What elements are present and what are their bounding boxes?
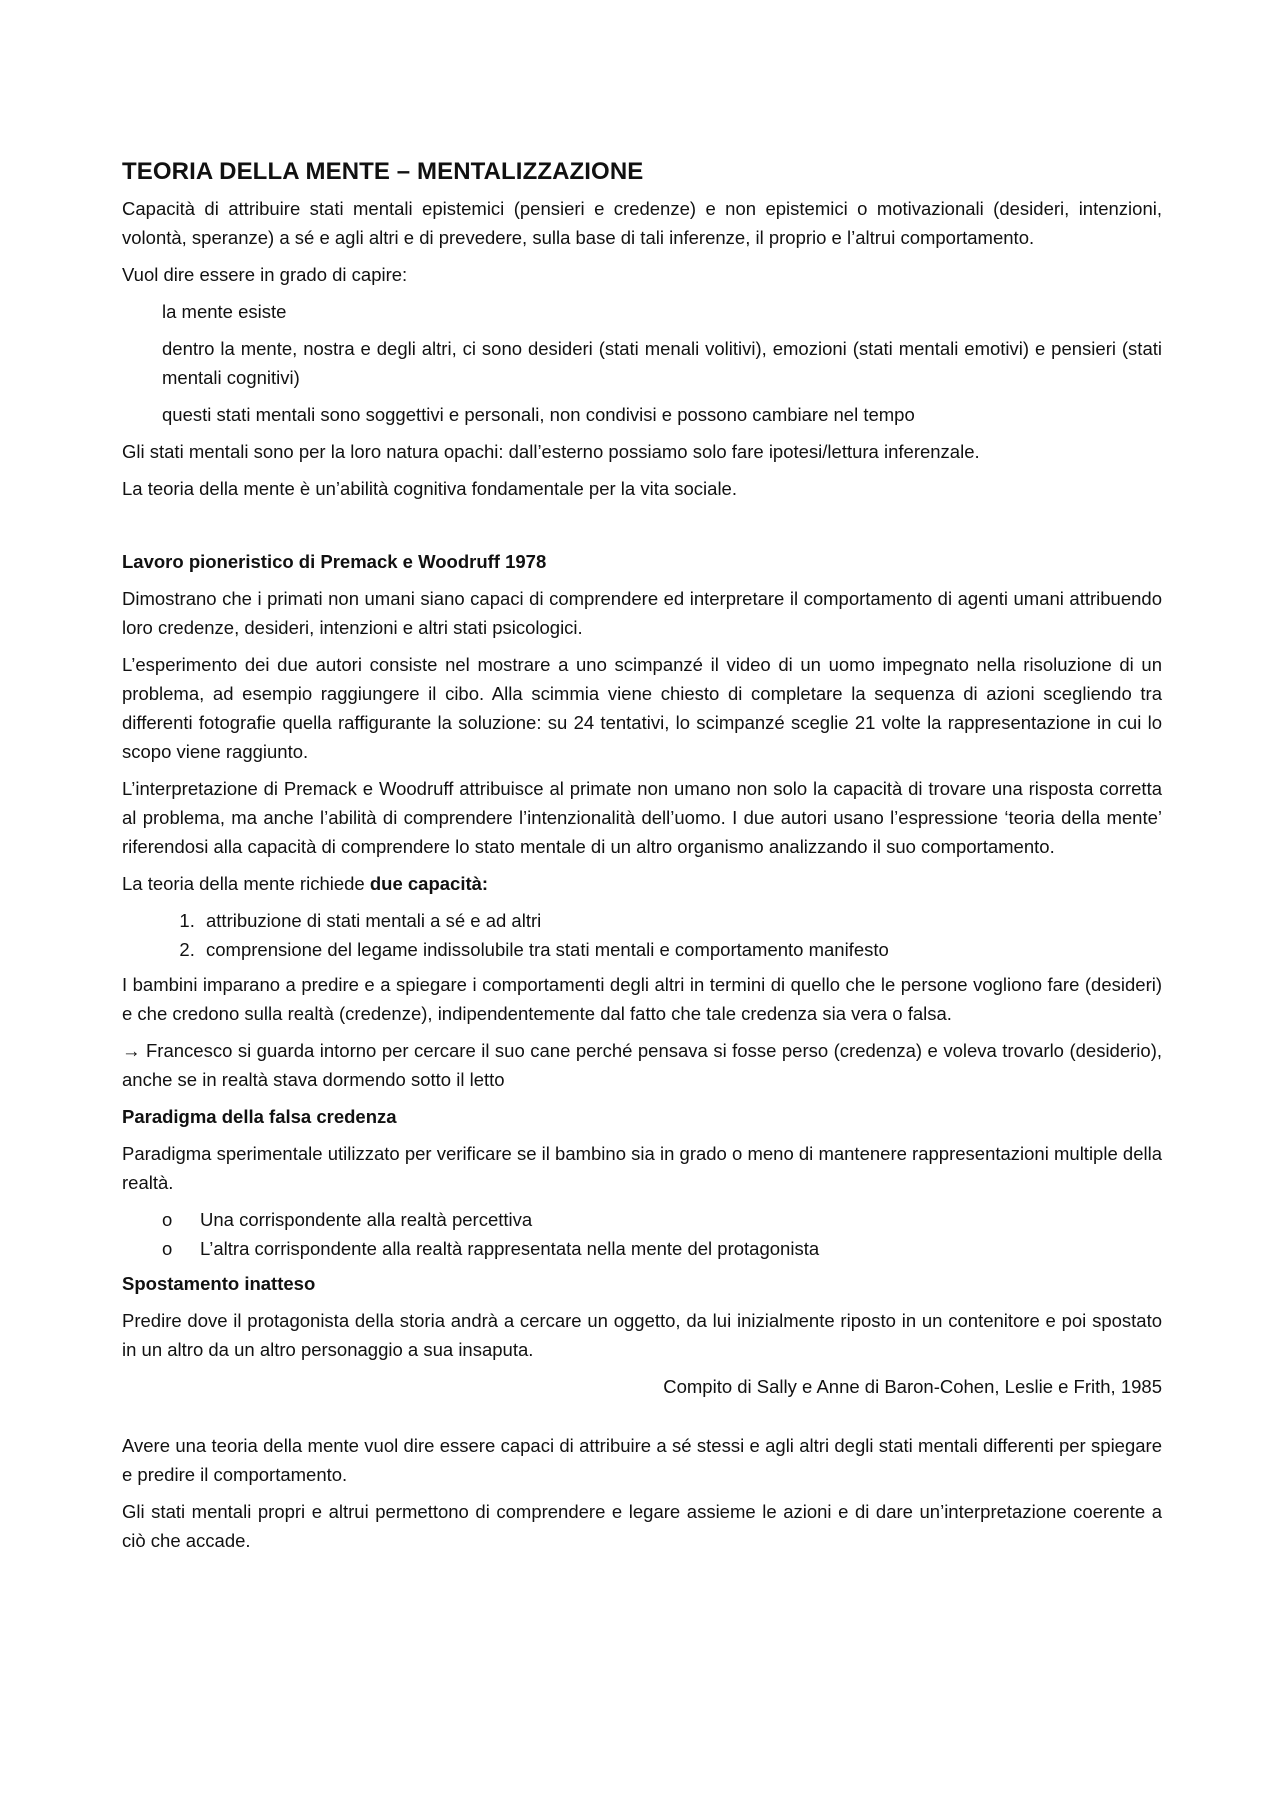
spacer: [122, 511, 1162, 547]
opaque-paragraph: Gli stati mentali sono per la loro natura opachi: dall’esterno possiamo solo fare ipotesi/lettura inferenzale.: [122, 441, 980, 462]
lead-paragraph: Vuol dire essere in grado di capire:: [122, 264, 408, 285]
premack-paragraph-2: L’esperimento dei due autori consiste nel mostrare a uno scimpanzé il video di un uomo impegnato nella risoluzione di un problema, ad esempio raggiungere il cibo. Alla scimmia viene chiesto di completare la sequenza di azioni scegliendo tra differenti fotografie quella raffigurante la soluzione: su 24 tentativi, lo scimpanzé sceglie 21 volte la rappresentazione in cui lo scopo viene raggiunto.: [122, 654, 1162, 762]
list-item-text: L’altra corrispondente alla realtà rappresentata nella mente del protagonista: [200, 1238, 820, 1259]
arrow-right-icon: →: [122, 1040, 141, 1061]
point-item: la mente esiste: [162, 301, 287, 322]
section-heading-premack: Lavoro pioneristico di Premack e Woodruff 1978: [122, 551, 547, 572]
closing-paragraph-2: Gli stati mentali propri e altrui permettono di comprendere e legare assieme le azioni e di dare un’interpretazione coerente a ciò che accade.: [122, 1501, 1162, 1551]
list-item-text: Una corrispondente alla realtà percettiva: [200, 1209, 533, 1230]
list-item: [122, 1205, 1162, 1234]
false-belief-paragraph: Paradigma sperimentale utilizzato per verificare se il bambino sia in grado o meno di mantenere rappresentazioni multiple della realtà.: [122, 1143, 1162, 1193]
circle-bullet-icon: o: [162, 1238, 173, 1259]
requires-text: La teoria della mente richiede: [122, 873, 370, 894]
section-heading-unexpected: Spostamento inatteso: [122, 1273, 316, 1294]
point-item: questi stati mentali sono soggettivi e personali, non condivisi e possono cambiare nel tempo: [162, 404, 915, 425]
point-item: dentro la mente, nostra e degli altri, ci sono desideri (stati menali volitivi), emozioni (stati mentali emotivi) e pensieri (stati mentali cognitivi): [162, 338, 1162, 388]
requires-bold-text: due capacità:: [369, 873, 489, 894]
closing-paragraph-1: Avere una teoria della mente vuol dire essere capaci di attribuire a sé stessi e agli altri degli stati mentali differenti per spiegare e predire il comportamento.: [122, 1435, 1162, 1485]
section-heading-false-belief: Paradigma della falsa credenza: [122, 1106, 397, 1127]
example-paragraph: [122, 1036, 1162, 1094]
ability-paragraph: La teoria della mente è un’abilità cognitiva fondamentale per la vita sociale.: [122, 478, 737, 499]
document-body: [122, 156, 1162, 1563]
list-item: 1. attribuzione di stati mentali a sé e ad altri: [200, 906, 1162, 935]
representations-list: [122, 1205, 1162, 1263]
children-paragraph: I bambini imparano a predire e a spiegare i comportamenti degli altri in termini di quello che le persone vogliono fare (desideri) e che credono sulla realtà (credenze), indipendentemente dal fatto che tale credenza sia vera o falsa.: [122, 974, 1162, 1024]
requires-paragraph: [122, 869, 1162, 898]
circle-bullet-icon: o: [162, 1209, 173, 1230]
spacer: [122, 1409, 1162, 1431]
capacities-list: [122, 906, 1162, 964]
citation: Compito di Sally e Anne di Baron-Cohen, Leslie e Frith, 1985: [663, 1376, 1162, 1397]
list-item: [122, 1234, 1162, 1263]
premack-paragraph-1: Dimostrano che i primati non umani siano capaci di comprendere ed interpretare il comportamento di agenti umani attribuendo loro credenze, desideri, intenzioni e altri stati psicologici.: [122, 588, 1162, 638]
example-text: Francesco si guarda intorno per cercare il suo cane perché pensava si fosse perso (credenza) e voleva trovarlo (desiderio), anche se in realtà stava dormendo sotto il letto: [122, 1040, 1162, 1090]
unexpected-paragraph: Predire dove il protagonista della storia andrà a cercare un oggetto, da lui inizialmente riposto in un contenitore e poi spostato in un altro da un altro personaggio a sua insaputa.: [122, 1310, 1162, 1360]
premack-paragraph-3: L’interpretazione di Premack e Woodruff attribuisce al primate non umano non solo la capacità di trovare una risposta corretta al problema, ma anche l’abilità di comprendere l’intenzionalità dell’uomo. I due autori usano l’espressione ‘teoria della mente’ riferendosi alla capacità di comprendere lo stato mentale di un altro organismo analizzando il suo comportamento.: [122, 778, 1162, 857]
list-item: 2. comprensione del legame indissolubile tra stati mentali e comportamento manifesto: [200, 935, 1162, 964]
definition-paragraph: Capacità di attribuire stati mentali epistemici (pensieri e credenze) e non epistemici o motivazionali (desideri, intenzioni, volontà, speranze) a sé e agli altri e di prevedere, sulla base di tali inferenze, il proprio e l’altrui comportamento.: [122, 198, 1162, 248]
page-title: TEORIA DELLA MENTE – MENTALIZZAZIONE: [122, 158, 644, 185]
